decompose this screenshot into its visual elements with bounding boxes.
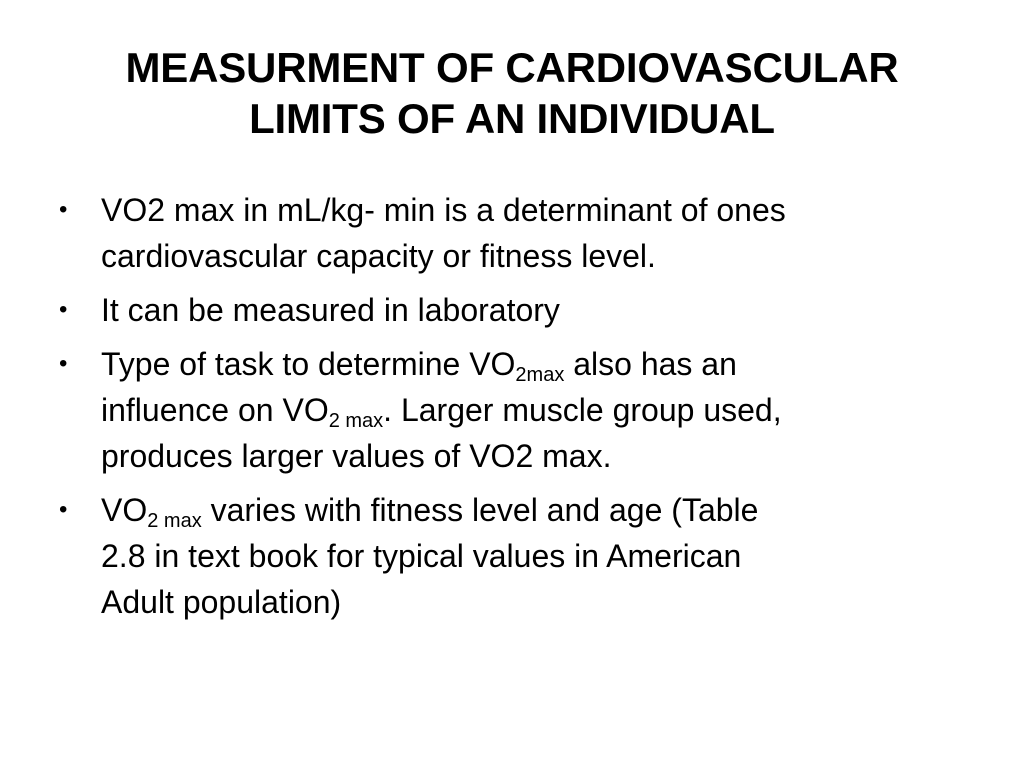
slide-title: [40, 42, 984, 144]
bullet-item-1: [58, 187, 988, 279]
bullet-4-line-1: [101, 487, 988, 533]
slide-title-line-2: LIMITS OF AN INDIVIDUAL: [249, 95, 775, 142]
bullet-list: [58, 187, 988, 633]
subscript-2max: 2max: [515, 364, 565, 386]
slide-title-line-1: MEASURMENT OF CARDIOVASCULAR: [125, 44, 899, 91]
bullet-item-2: [58, 287, 988, 333]
bullet-4-line-1-tail: varies with fitness level and age (Table: [201, 492, 759, 528]
bullet-3-line-3: produces larger values of VO2 max.: [101, 438, 612, 474]
bullet-item-3: [58, 341, 988, 479]
bullet-3-line-2-text: influence on VO: [101, 392, 329, 428]
bullet-dot-icon: •: [59, 296, 68, 323]
bullet-3-line-2-tail: . Larger muscle group used,: [383, 392, 782, 428]
subscript-2-max: 2 max: [328, 410, 384, 432]
bullet-1-line-2: cardiovascular capacity or fitness level.: [101, 238, 656, 274]
bullet-4-line-3: Adult population): [101, 584, 342, 620]
bullet-3-line-1-text: Type of task to determine VO: [101, 346, 516, 382]
bullet-4-line-2: 2.8 in text book for typical values in American: [101, 538, 742, 574]
subscript-2-max: 2 max: [147, 510, 202, 532]
bullet-4-line-1-text: VO: [101, 492, 148, 528]
bullet-dot-icon: •: [59, 350, 68, 377]
bullet-dot-icon: •: [59, 196, 68, 223]
bullet-2-line-1: It can be measured in laboratory: [101, 292, 560, 328]
bullet-item-4: [58, 487, 988, 625]
bullet-dot-icon: •: [59, 496, 68, 523]
bullet-3-line-1-tail: also has an: [564, 346, 737, 382]
bullet-1-line-1: VO2 max in mL/kg- min is a determinant of ones: [101, 192, 786, 228]
bullet-3-line-2: [101, 387, 988, 433]
bullet-3-line-1: [101, 341, 988, 387]
